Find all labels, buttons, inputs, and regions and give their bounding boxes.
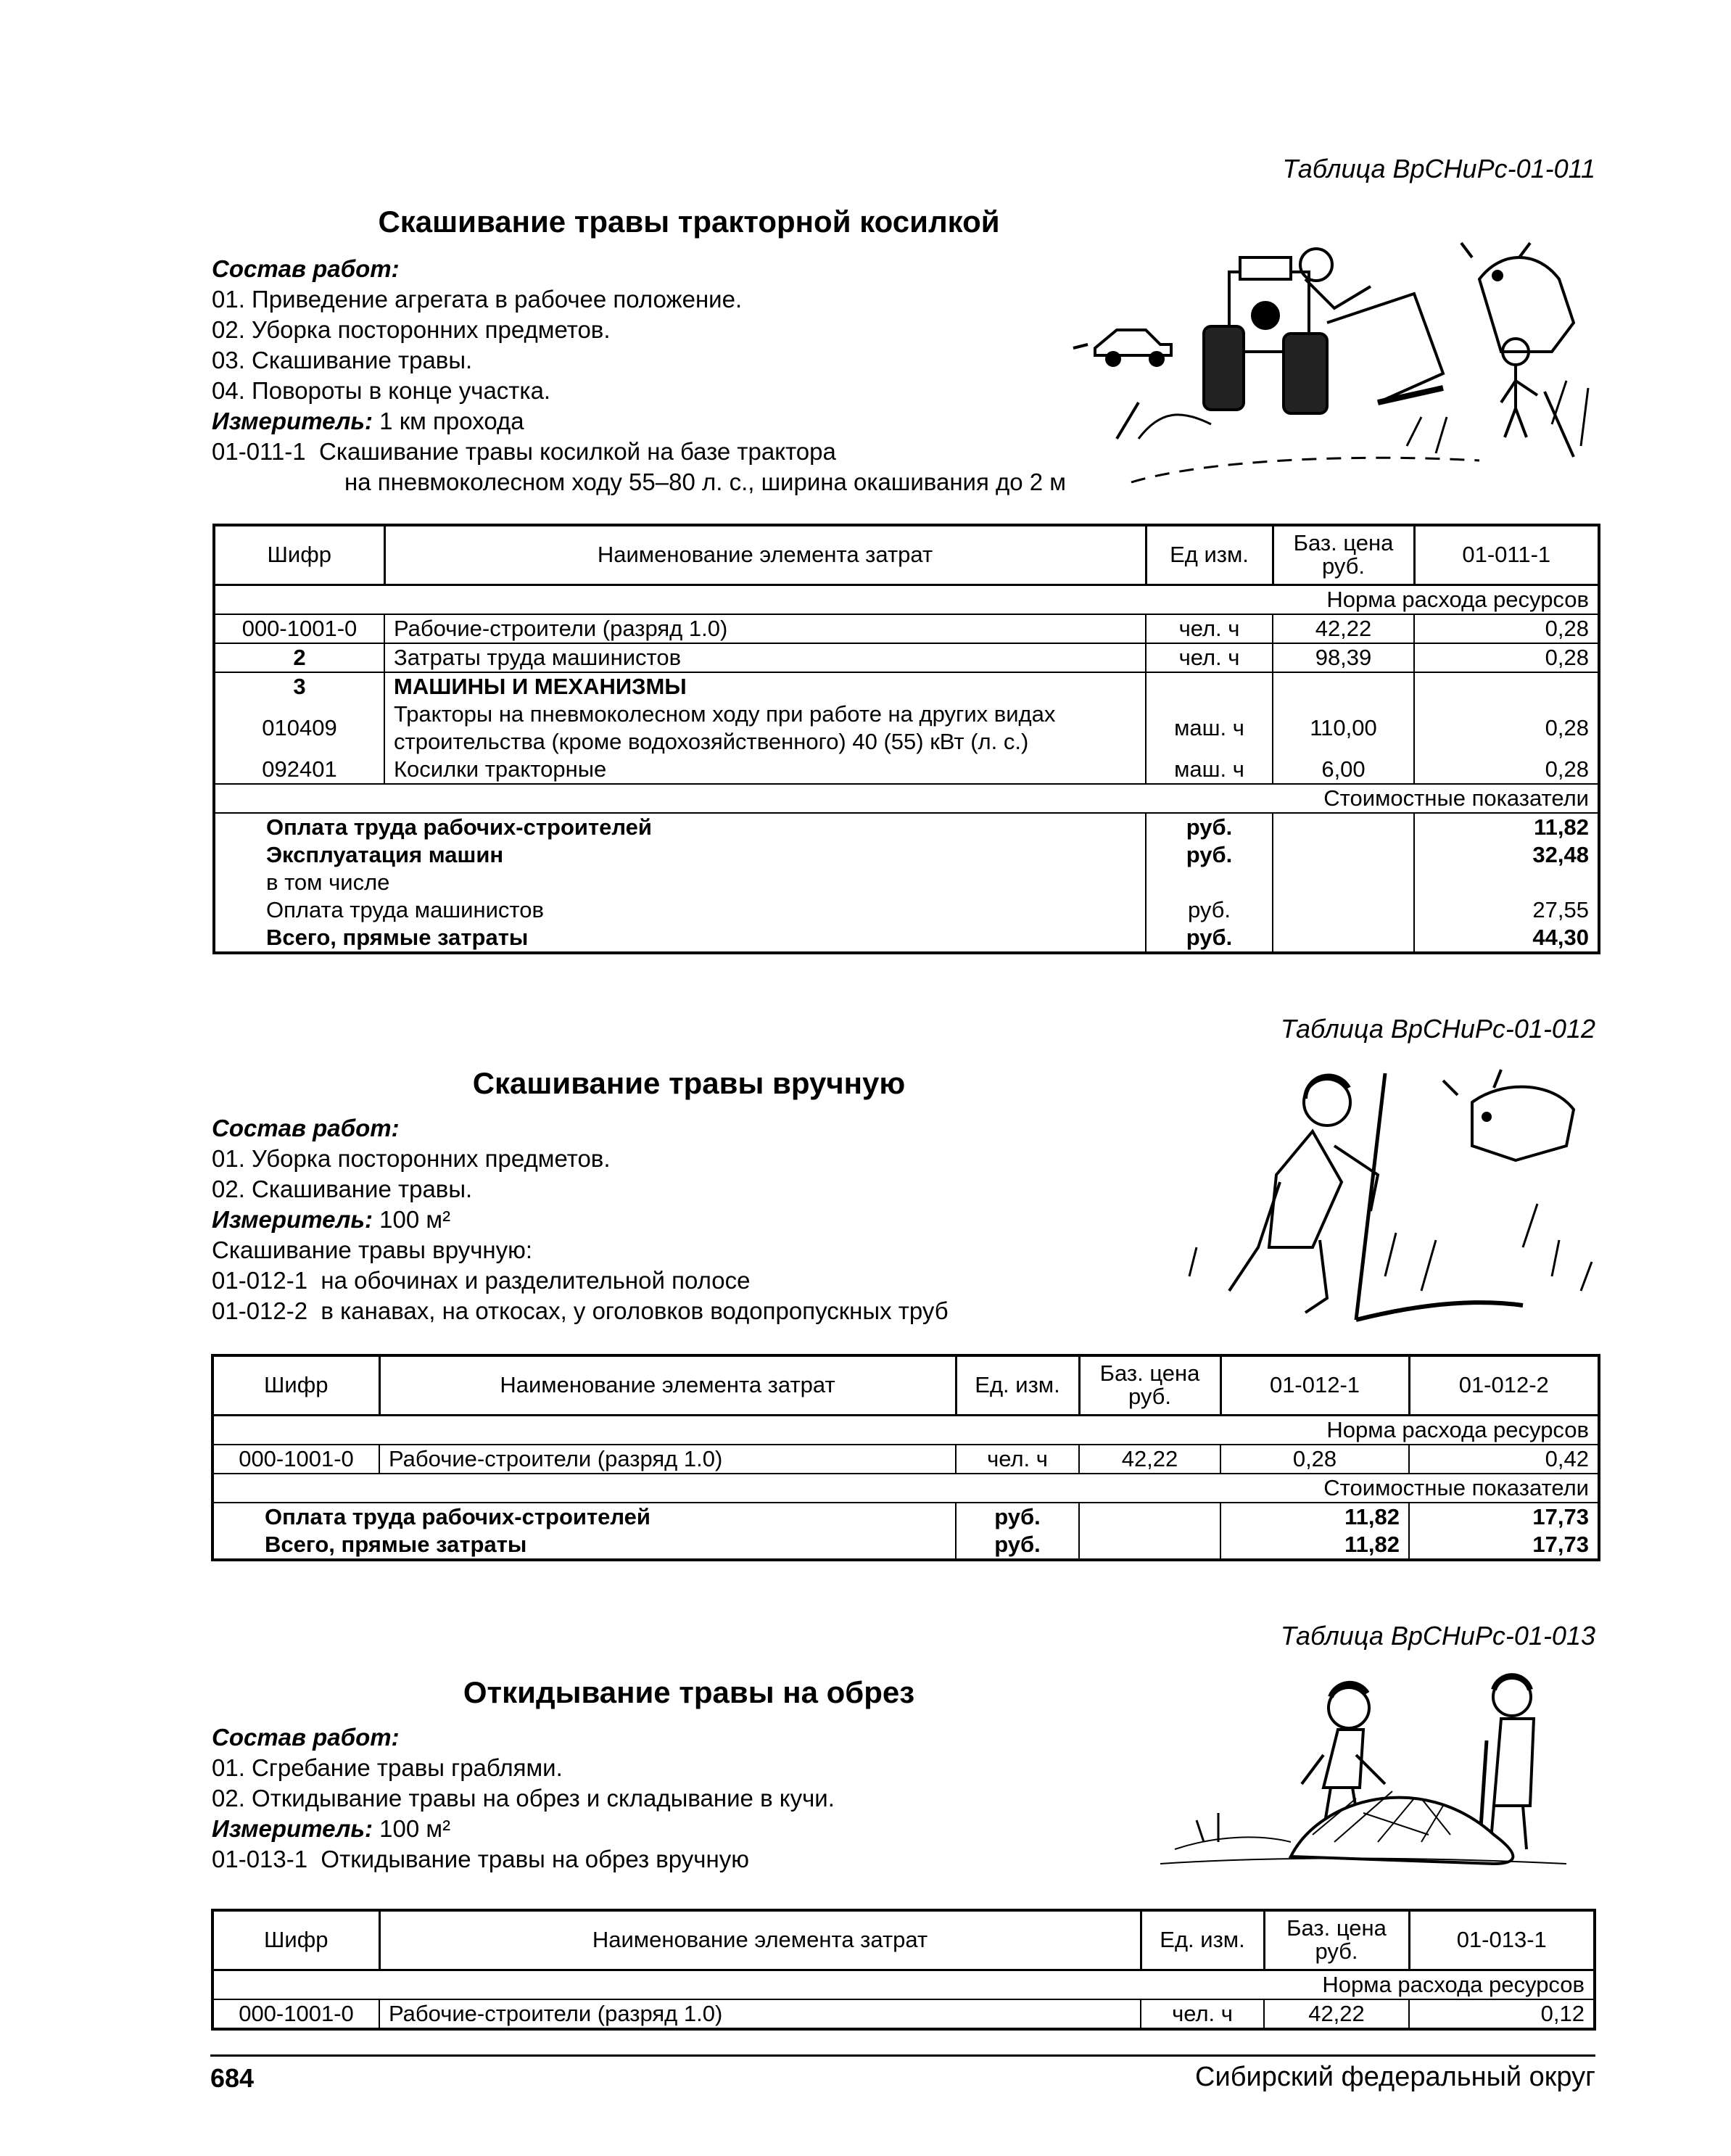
table-row — [214, 896, 1599, 924]
norm-header: Норма расхода ресурсов — [212, 1415, 1599, 1445]
cell-value: 0,28 — [1414, 614, 1599, 643]
table-row — [214, 924, 1599, 953]
cost-table — [211, 1909, 1596, 2031]
list-item: 02. Откидывание травы на обрез и складывание в кучи. — [212, 1785, 835, 1812]
code-line: Скашивание травы вручную: — [212, 1236, 533, 1263]
cost-table — [211, 1354, 1600, 1561]
table-row — [214, 756, 1599, 784]
cell-name: Всего, прямые затраты — [214, 924, 1146, 953]
section-title: Откидывание травы на обрез — [463, 1675, 915, 1709]
cell-unit: руб. — [1146, 924, 1273, 953]
measure-value: 100 м² — [379, 1815, 451, 1842]
footer-divider — [210, 2054, 1595, 2057]
cell-code: 2 — [214, 643, 384, 672]
measure-line — [212, 1814, 1227, 1844]
cell-unit: руб. — [956, 1531, 1079, 1560]
code-line: 01-011-1 Скашивание травы косилкой на базе трактора — [212, 438, 836, 465]
cell-code: 092401 — [214, 756, 384, 784]
cell-value: 0,28 — [1414, 756, 1599, 784]
cell-unit: руб. — [1146, 896, 1273, 924]
column-header: 01-013-1 — [1409, 1910, 1595, 1970]
table-row — [214, 643, 1599, 672]
cell-value: 0,28 — [1220, 1445, 1409, 1474]
table-row — [214, 841, 1599, 869]
table-label: Таблица ВрСНиРс-01-012 — [1280, 1014, 1595, 1044]
table-row — [212, 1445, 1599, 1474]
work-composition — [212, 1722, 1227, 1875]
cell-name: Оплата труда рабочих-строителей — [212, 1503, 956, 1531]
code-line: 01-012-1 на обочинах и разделительной полосе — [212, 1267, 751, 1294]
cell-name: в том числе — [214, 869, 1146, 896]
list-item: 04. Повороты в конце участка. — [212, 377, 551, 404]
table-label: Таблица ВрСНиРс-01-011 — [1282, 154, 1595, 183]
cell-price — [1273, 672, 1414, 701]
cell-unit — [1146, 869, 1273, 896]
cell-code: 010409 — [214, 701, 384, 756]
cell-code: 000-1001-0 — [214, 614, 384, 643]
page-number: 684 — [210, 2063, 255, 2093]
cell-value: 27,55 — [1414, 896, 1599, 924]
section-title: Скашивание травы вручную — [472, 1066, 906, 1100]
measure-label: Измеритель: — [212, 408, 373, 434]
cell-value: 17,73 — [1409, 1503, 1599, 1531]
work-composition — [212, 1113, 1227, 1326]
code-line: 01-013-1 Откидывание травы на обрез вручную — [212, 1846, 749, 1872]
column-header: Наименование элемента затрат — [379, 1355, 956, 1415]
cell-price: 6,00 — [1273, 756, 1414, 784]
cell-unit: чел. ч — [1146, 614, 1273, 643]
table-row — [214, 813, 1599, 841]
cell-price: 42,22 — [1264, 1999, 1409, 2029]
cell-unit: чел. ч — [956, 1445, 1079, 1474]
cost-header: Стоимостные показатели — [212, 1474, 1599, 1503]
cell-price: 110,00 — [1273, 701, 1414, 756]
cell-name: Рабочие-строители (разряд 1.0) — [379, 1445, 956, 1474]
cell-name: Эксплуатация машин — [214, 841, 1146, 869]
cell-value: 11,82 — [1414, 813, 1599, 841]
cell-unit — [1146, 672, 1273, 701]
cell-code: 000-1001-0 — [212, 1445, 379, 1474]
cell-value — [1414, 869, 1599, 896]
section-title: Скашивание травы тракторной косилкой — [378, 205, 1000, 239]
cell-name: Косилки тракторные — [384, 756, 1146, 784]
column-header: Наименование элемента затрат — [379, 1910, 1141, 1970]
composition-label: Состав работ: — [212, 1724, 400, 1751]
list-item: 01. Приведение агрегата в рабочее положение. — [212, 286, 743, 313]
table-row — [214, 701, 1599, 756]
column-header: Ед изм. — [1146, 525, 1273, 585]
column-header: Ед. изм. — [956, 1355, 1079, 1415]
cell-unit: руб. — [956, 1503, 1079, 1531]
cell-name: Рабочие-строители (разряд 1.0) — [384, 614, 1146, 643]
composition-label: Состав работ: — [212, 255, 400, 282]
cell-price: 98,39 — [1273, 643, 1414, 672]
cell-price: 42,22 — [1079, 1445, 1220, 1474]
table-row — [212, 1999, 1595, 2029]
workers-raking-hay-icon — [1146, 1668, 1595, 1886]
composition-label: Состав работ: — [212, 1115, 400, 1141]
cell-name: Оплата труда рабочих-строителей — [214, 813, 1146, 841]
cell-value: 0,42 — [1409, 1445, 1599, 1474]
cell-value: 0,12 — [1409, 1999, 1595, 2029]
column-header: Шифр — [212, 1910, 379, 1970]
cell-name: Всего, прямые затраты — [212, 1531, 956, 1560]
code-line: 01-012-2 в канавах, на откосах, у оголовков водопропускных труб — [212, 1297, 949, 1324]
cell-code: 000-1001-0 — [212, 1999, 379, 2029]
measure-value: 100 м² — [379, 1206, 451, 1233]
table-row — [214, 672, 1599, 701]
measure-label: Измеритель: — [212, 1206, 373, 1233]
table-label: Таблица ВрСНиРс-01-013 — [1280, 1621, 1595, 1651]
table-row — [214, 614, 1599, 643]
cell-name: Рабочие-строители (разряд 1.0) — [379, 1999, 1141, 2029]
column-header: Наименование элемента затрат — [384, 525, 1146, 585]
man-with-scythe-icon — [1146, 1059, 1610, 1334]
code-line: на пневмоколесном ходу 55–80 л. с., ширина окашивания до 2 м — [344, 468, 1066, 495]
column-header: Ед. изм. — [1141, 1910, 1264, 1970]
cell-value: 32,48 — [1414, 841, 1599, 869]
cell-unit: руб. — [1146, 813, 1273, 841]
column-header: Баз. цена руб. — [1079, 1355, 1220, 1415]
cell-name: Затраты труда машинистов — [384, 643, 1146, 672]
cell-unit: маш. ч — [1146, 756, 1273, 784]
list-item: 02. Уборка посторонних предметов. — [212, 316, 611, 343]
cost-header: Стоимостные показатели — [214, 784, 1599, 813]
cell-value: 0,28 — [1414, 643, 1599, 672]
cell-value: 11,82 — [1220, 1531, 1409, 1560]
cell-unit: маш. ч — [1146, 701, 1273, 756]
cell-name: Тракторы на пневмоколесном ходу при работе на других видах строительства (кроме водохозяйственного) 40 (55) кВт (л. с.) — [384, 701, 1146, 756]
norm-header: Норма расхода ресурсов — [212, 1970, 1595, 1999]
cell-value: 17,73 — [1409, 1531, 1599, 1560]
cell-unit: руб. — [1146, 841, 1273, 869]
table-row — [214, 869, 1599, 896]
cost-table — [212, 524, 1600, 954]
cell-value: 11,82 — [1220, 1503, 1409, 1531]
cell-name: Оплата труда машинистов — [214, 896, 1146, 924]
measure-value: 1 км прохода — [379, 408, 524, 434]
list-item: 01. Уборка посторонних предметов. — [212, 1145, 611, 1172]
list-item: 01. Сгребание травы граблями. — [212, 1754, 563, 1781]
measure-label: Измеритель: — [212, 1815, 373, 1842]
cell-value — [1414, 672, 1599, 701]
column-header: Шифр — [214, 525, 384, 585]
district-name: Сибирский федеральный округ — [1195, 2062, 1595, 2092]
cell-value: 0,28 — [1414, 701, 1599, 756]
cell-name: МАШИНЫ И МЕХАНИЗМЫ — [384, 672, 1146, 701]
tractor-mower-icon — [1044, 207, 1610, 497]
table-row — [212, 1531, 1599, 1560]
cell-unit: чел. ч — [1141, 1999, 1264, 2029]
cell-code: 3 — [214, 672, 384, 701]
column-header: Баз. цена руб. — [1264, 1910, 1409, 1970]
measure-line — [212, 1205, 1227, 1235]
cell-unit: чел. ч — [1146, 643, 1273, 672]
column-header: 01-011-1 — [1414, 525, 1599, 585]
cell-price: 42,22 — [1273, 614, 1414, 643]
table-row — [212, 1503, 1599, 1531]
column-header: Шифр — [212, 1355, 379, 1415]
list-item: 03. Скашивание травы. — [212, 347, 473, 373]
column-header: 01-012-1 — [1220, 1355, 1409, 1415]
cell-value: 44,30 — [1414, 924, 1599, 953]
norm-header: Норма расхода ресурсов — [214, 585, 1599, 614]
column-header: 01-012-2 — [1409, 1355, 1599, 1415]
column-header: Баз. цена руб. — [1273, 525, 1414, 585]
list-item: 02. Скашивание травы. — [212, 1176, 473, 1202]
